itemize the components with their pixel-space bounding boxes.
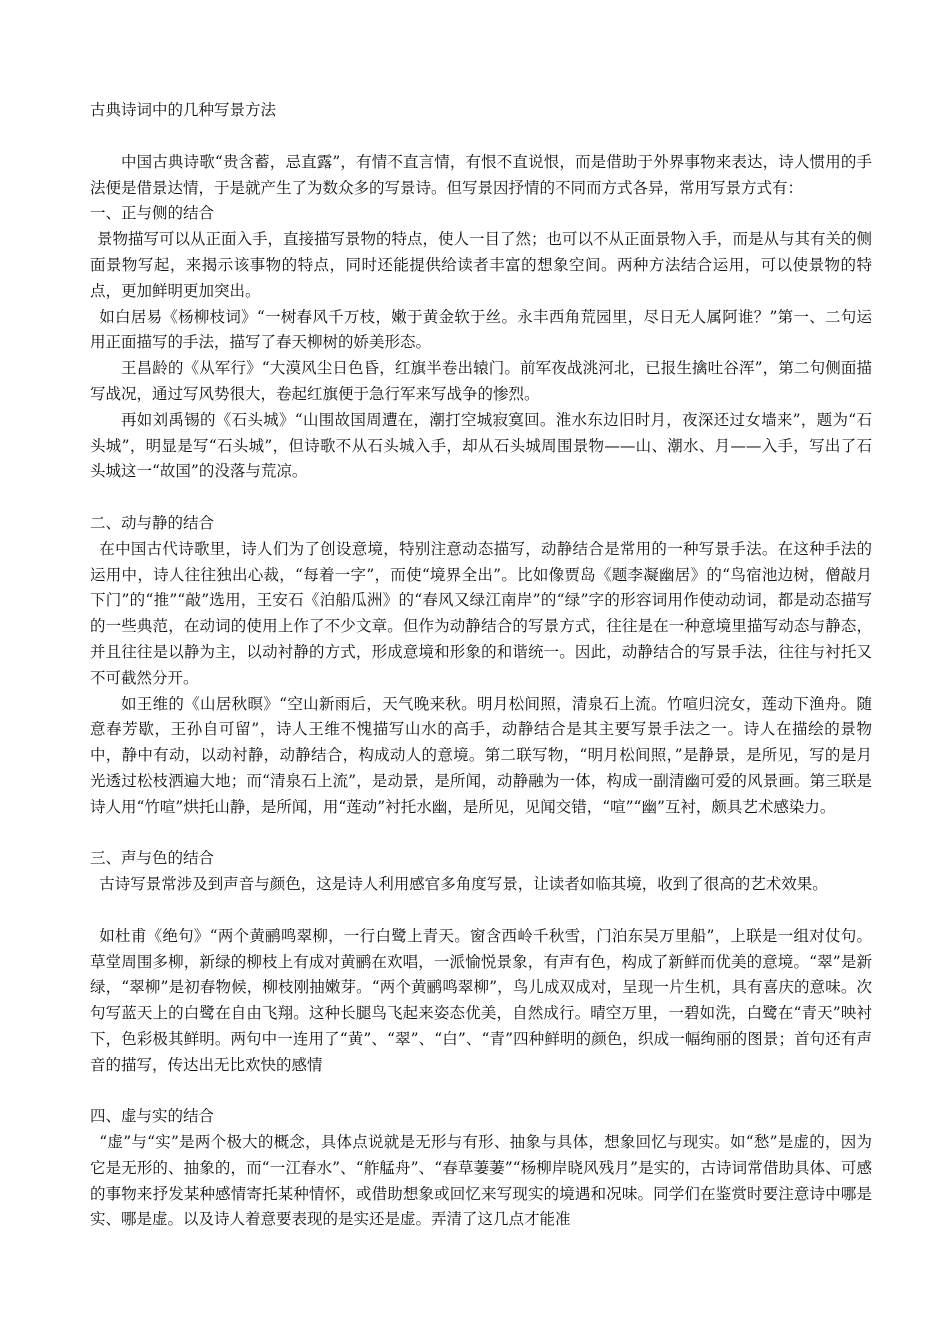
section-1-paragraph-4: 再如刘禹锡的《石头城》“山围故国周遭在，潮打空城寂寞回。淮水东边旧时月，夜深还过女墙来”，题为“石头城”，明显是写“石头城”，但诗歌不从石头城入手，却从石头城周围景物——山、潮水、月——入手，写出了石头城这一“故国”的没落与荒凉。 <box>90 410 872 481</box>
section-4-paragraph-1: “虚”与“实”是两个极大的概念，具体点说就是无形与有形、抽象与具体，想象回忆与现实。如“愁”是虚的，因为它是无形的、抽象的，而“一江春水”、“舴艋舟”、“春草萋萋”“杨柳岸晓风残月”是实的，古诗词常借助具体、可感的事物来抒发某种感情寄托某种情怀，或借助想象或回忆来写现实的境遇和况味。同学们在鉴赏时要注意诗中哪是实、哪是虚。以及诗人着意要表现的是实还是虚。弄清了这几点才能准 <box>90 1133 872 1229</box>
section-2-paragraph-2: 如王维的《山居秋暝》“空山新雨后，天气晚来秋。明月松间照，清泉石上流。竹喧归浣女，莲动下渔舟。随意春芳歇，王孙自可留”，诗人王维不愧描写山水的高手，动静结合是其主要写景手法之一。诗人在描绘的景物中，静中有动，以动衬静，动静结合，构成动人的意境。第二联写物，“明月松间照，”是静景，是所见，写的是月光透过松枝洒遍大地；而“清泉石上流”，是动景，是所闻，动静融为一体，构成一副清幽可爱的风景画。第三联是诗人用“竹喧”烘托山静，是所闻，用“莲动”衬托水幽，是所见，见闻交错，“喧”“幽”互衬，颇具艺术感染力。 <box>90 694 872 816</box>
paragraph-spacer <box>90 898 872 924</box>
intro-paragraph: 中国古典诗歌“贵含蓄，忌直露”，有情不直言情，有恨不直说恨，而是借助于外界事物来表达，诗人惯用的手法便是借景达情，于是就产生了为数众多的写景诗。但写景因抒情的不同而方式各异，常用写景方式有： <box>90 152 872 197</box>
section-spacer <box>90 485 872 511</box>
document-page <box>90 98 872 1233</box>
section-1-paragraph-1: 景物描写可以从正面入手，直接描写景物的特点，使人一目了然；也可以不从正面景物入手，而是从与其有关的侧面景物写起，来揭示该事物的特点，同时还能提供给读者丰富的想象空间。两种方法结合运用，可以使景物的特点，更加鲜明更加突出。 <box>90 230 872 300</box>
section-3-paragraph-1: 古诗写景常涉及到声音与颜色，这是诗人利用感官多角度写景，让读者如临其境，收到了很高的艺术效果。 <box>99 875 828 894</box>
section-1-paragraph-2: 如白居易《杨柳枝词》“一树春风千万枝，嫩于黄金软于丝。永丰西角荒园里，尽日无人属阿谁？”第一、二句运用正面描写的手法，描写了春天柳树的娇美形态。 <box>90 307 872 352</box>
section-heading-2: 二、动与静的结合 <box>90 513 215 532</box>
section-spacer <box>90 1078 872 1104</box>
section-spacer <box>90 821 872 847</box>
section-heading-1: 一、正与侧的结合 <box>90 204 215 223</box>
document-title: 古典诗词中的几种写景方法 <box>90 101 277 119</box>
section-heading-3: 三、声与色的结合 <box>90 849 215 868</box>
section-heading-4: 四、虚与实的结合 <box>90 1107 215 1126</box>
section-3-paragraph-2: 如杜甫《绝句》“两个黄鹂鸣翠柳，一行白鹭上青天。窗含西岭千秋雪，门泊东吴万里船”，上联是一组对仗句。草堂周围多柳，新绿的柳枝上有成对黄鹂在欢唱，一派愉悦景象，有声有色，构成了新鲜而优美的意境。“翠”是新绿，“翠柳”是初春物候，柳枝刚抽嫩芽。“两个黄鹂鸣翠柳”，鸟儿成双成对，呈现一片生机，具有喜庆的意味。次句写蓝天上的白鹭在自由飞翔。这种长腿鸟飞起来姿态优美，自然成行。晴空万里，一碧如洗，白鹭在“青天”映衬下，色彩极其鲜明。两句中一连用了“黄”、“翠”、“白”、“青”四种鲜明的颜色，织成一幅绚丽的图景；首句还有声音的描写，传达出无比欢快的感情 <box>90 926 872 1074</box>
section-2-paragraph-1: 在中国古代诗歌里，诗人们为了创设意境，特别注意动态描写，动静结合是常用的一种写景手法。在这种手法的运用中，诗人往往独出心裁，“每着一字”，而使“境界全出”。比如像贾岛《题李凝幽居》的“鸟宿池边树，僧敲月下门”的“推”“敲”选用，王安石《泊船瓜洲》的“春风又绿江南岸”的“绿”字的形容词用作使动动词，都是动态描写的一些典范，在动词的使用上作了不少文章。但作为动静结合的写景方式，往往是在一种意境里描写动态与静态，并且往往是以静为主，以动衬静的方式，形成意境和形象的和谐统一。因此，动静结合的写景手法，往往与衬托又不可截然分开。 <box>90 539 872 687</box>
section-1-paragraph-3: 王昌龄的《从军行》“大漠风尘日色昏，红旗半卷出辕门。前军夜战洮河北，已报生擒吐谷浑”，第二句侧面描写战况，通过写风势很大，卷起红旗便于急行军来写战争的惨烈。 <box>90 359 872 403</box>
